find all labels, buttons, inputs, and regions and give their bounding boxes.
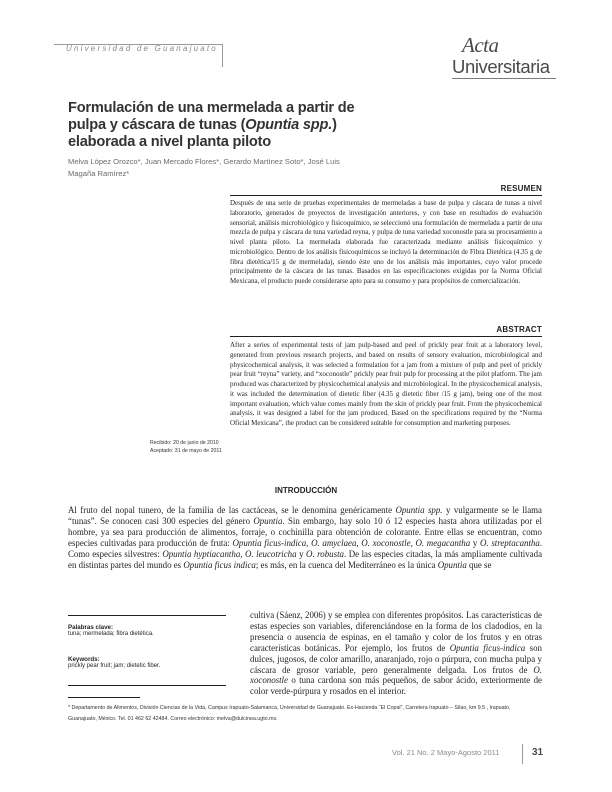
- university-name: Universidad de Guanajuato: [66, 44, 218, 53]
- affiliation-footnote: * Departamento de Alimentos, División Ciencias de la Vida, Campus Irapuato-Salamanca, Universidad de Guanajuato. Ex-Hacienda “El Copal”, Carretera Irapuato – Silao, km 9.5 , Irapuato, Guanajuato, México. Tel. 01 462 62 42484. Correo electrónico: melva@dulcinea.ugto.mx.: [68, 705, 511, 722]
- keywords-bottom-rule: [68, 685, 226, 686]
- keywords-en: [68, 656, 228, 669]
- journal-logo-universitaria: Universitaria: [452, 56, 550, 77]
- keywords-es-text: tuna; mermelada; fibra dietética.: [68, 631, 154, 637]
- title-line-1: Formulación de una mermelada a partir de: [68, 100, 355, 116]
- page-number: 31: [532, 747, 544, 758]
- abstract-rule: [230, 336, 542, 337]
- authors: Melva López Orozco*, Juan Mercado Flores*, Gerardo Martínez Soto*, José Luis Magaña Ramírez*: [68, 157, 340, 178]
- title-line-3: elaborada a nivel planta piloto: [68, 134, 272, 150]
- keywords-en-label: Keywords:: [68, 656, 100, 663]
- keywords-es-label: Palabras clave:: [68, 624, 114, 631]
- keywords-es: [68, 624, 228, 637]
- logo-underline: [452, 78, 556, 79]
- resumen-heading: RESUMEN: [500, 184, 542, 193]
- resumen-rule: [230, 195, 542, 196]
- title-line-2: pulpa y cáscara de tunas (Opuntia spp.): [68, 117, 337, 133]
- abstract-body: After a series of experimental tests of jam pulp-based and peel of prickly pear fruit at a laboratory level, generated from previous research projects, and based on results of sensory evaluation, microbiological and physicochemical analysis, it was selected a formulation for a jam from a mixture of pulp and peel of prickly pear fruit “reyna” variety, and “xoconostle” prickly pear fruit pulp for processing at the pilot platform. The jam produced was characterized by physicochemical analysis and microbiological. In the physicochemical analysis, it was included the determination of dietetic fiber (4.35 g dietetic fiber /15 g jam), being one of the most important evaluation, which value comes mainly from the skin of prickly pear fruit. From the physicochemical analysis, it was designed a label for the jam produced. Based on the specifications required by the “Norma Oficial Mexicana”, the product can be considered suitable for consumption and marketing purposes.: [230, 341, 542, 427]
- received-date: Recibido: 20 de junio de 2010: [150, 440, 219, 446]
- resumen-body: Después de una serie de pruebas experimentales de mermeladas a base de pulpa y cáscara de tunas a nivel laboratorio, generados de proyectos de investigación anteriores, y con base en resultados de evaluación sensorial, análisis microbiológico y fisicoquímico, se seleccionó una formulación de mermelada a partir de una mezcla de pulpa y cáscara de tuna variedad reyna, y pulpa de tuna variedad xoconostle para su procesamiento a nivel planta piloto. La mermelada elaborada fue caracterizada mediante análisis fisicoquímico y microbiológico. Dentro de los análisis fisicoquímicos se incluyó la determinación de Fibra Dietética (4.35 g de fibra dietética/15 g de mermelada), siendo éste uno de los análisis más importantes, cuyo valor procede principalmente de la cáscara de las tunas. Basados en las especificaciones exigidas por la Norma Oficial Mexicana, el producto puede considerarse apto para su consumo y para propósitos de comercialización.: [230, 199, 542, 285]
- intro-heading: INTRODUCCIÓN: [274, 486, 338, 495]
- journal-logo-acta: Acta: [462, 33, 499, 57]
- intro-paragraph-1: Al fruto del nopal tunero, de la familia de las cactáceas, se le denomina genéricamente Opuntia spp. y vulgarmente se le llama “tunas”. Se conocen casi 300 especies del género Opuntia. Sin embargo, hay solo 10 ó 12 especies hasta ahora utilizadas por el hombre, ya sea para producción de alimentos, forraje, o cochinilla para obtención de colorante. Entre ellas se encuentran, como especies cultivadas para producción de fruta: Opuntia ficus-indica, O. amyclaea, O. xoconostle, O. megacantha y O. streptacantha. Como especies silvestres: Opuntia hyptiacantha, O. leucotricha y O. robusta. De las especies citadas, la más ampliamente cultivada en distintas partes del mundo es Opuntia ficus indica; es más, en la cuenca del Mediterráneo es la única Opuntia que se: [68, 505, 543, 570]
- keywords-top-rule: [68, 615, 226, 616]
- article-title: [68, 100, 408, 151]
- accepted-date: Aceptado: 31 de mayo de 2011: [150, 448, 222, 454]
- page-number-divider: [522, 744, 523, 764]
- journal-citation: Vol. 21 No. 2 Mayo-Agosto 2011: [392, 748, 500, 757]
- keywords-en-text: prickly pear fruit; jam; dietetic fiber.: [68, 663, 161, 669]
- intro-paragraph-2: cultiva (Sáenz, 2006) y se emplea con diferentes propósitos. Las características de estas especies son variables, diferenciándose en la forma de los cladodios, en la presencia o ausencia de espinas, en el tamaño y color de los frutos y en otras características botánicas. Por ejemplo, los frutos de Opuntia ficus-indica son dulces, jugosos, de color amarillo, anaranjado, rojo o púrpura, con mucha pulpa y cáscara de grosor variable, pero generalmente delgada. Los frutos de O. xoconostle o tuna cardona son más pequeños, de sabor ácido, exteriormente de color verde-púrpura y rosados en el interior.: [250, 610, 542, 697]
- abstract-heading: ABSTRACT: [496, 325, 542, 334]
- article-dates: [150, 439, 250, 455]
- footnote-rule: [68, 697, 140, 698]
